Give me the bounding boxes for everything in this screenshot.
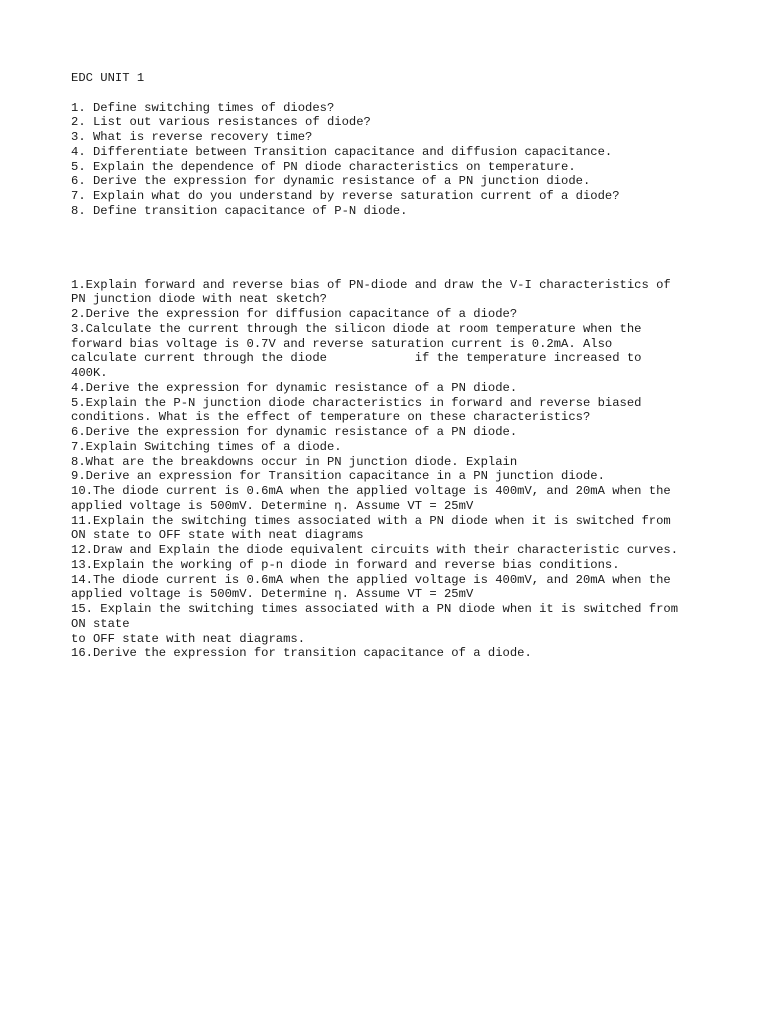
short-question: 6. Derive the expression for dynamic resistance of a PN junction diode. bbox=[71, 174, 591, 189]
section-spacer bbox=[71, 219, 731, 278]
long-question-line: 400K. bbox=[71, 366, 108, 380]
document-page bbox=[71, 71, 731, 661]
short-question: 2. List out various resistances of diode? bbox=[71, 115, 371, 130]
long-question-line: forward bias voltage is 0.7V and reverse saturation current is 0.2mA. Also bbox=[71, 336, 613, 351]
long-question-line: 1.Explain forward and reverse bias of PN-diode and draw the V-I characteristics of bbox=[71, 277, 671, 292]
long-question-line: applied voltage is 500mV. Determine η. Assume VT = 25mV bbox=[71, 587, 474, 602]
short-questions-list bbox=[71, 101, 731, 219]
long-question-line: 4.Derive the expression for dynamic resistance of a PN diode. bbox=[71, 380, 518, 395]
long-question-line: 6.Derive the expression for dynamic resistance of a PN diode. bbox=[71, 425, 518, 439]
document-title: EDC UNIT 1 bbox=[71, 71, 145, 85]
long-question-line: 3.Calculate the current through the silicon diode at room temperature when the bbox=[71, 321, 642, 336]
long-question-line: 15. Explain the switching times associated with a PN diode when it is switched from bbox=[71, 602, 679, 616]
long-question-line: 9.Derive an expression for Transition capacitance in a PN junction diode. bbox=[71, 469, 605, 484]
short-question: 7. Explain what do you understand by reverse saturation current of a diode? bbox=[71, 189, 620, 203]
short-question: 1. Define switching times of diodes? bbox=[71, 100, 335, 115]
long-question-line: 13.Explain the working of p-n diode in forward and reverse bias conditions. bbox=[71, 557, 620, 572]
long-question-line: 8.What are the breakdowns occur in PN junction diode. Explain bbox=[71, 454, 518, 469]
long-question-line: 16.Derive the expression for transition capacitance of a diode. bbox=[71, 646, 532, 661]
long-question-line: 7.Explain Switching times of a diode. bbox=[71, 439, 342, 454]
long-questions-list bbox=[71, 278, 731, 662]
long-question-line: 2.Derive the expression for diffusion capacitance of a diode? bbox=[71, 307, 518, 321]
long-question-line: 11.Explain the switching times associated with a PN diode when it is switched from bbox=[71, 513, 671, 528]
long-question-line: calculate current through the diode if the temperature increased to bbox=[71, 351, 642, 366]
long-question-line: 10.The diode current is 0.6mA when the applied voltage is 400mV, and 20mA when the bbox=[71, 484, 671, 498]
long-question-line: applied voltage is 500mV. Determine η. Assume VT = 25mV bbox=[71, 498, 474, 513]
short-question: 3. What is reverse recovery time? bbox=[71, 130, 313, 144]
long-question-line: ON state bbox=[71, 616, 130, 631]
long-question-line: to OFF state with neat diagrams. bbox=[71, 631, 306, 646]
long-question-line: 5.Explain the P-N junction diode characteristics in forward and reverse biased bbox=[71, 395, 642, 410]
long-question-line: conditions. What is the effect of temperature on these characteristics? bbox=[71, 410, 591, 425]
long-question-line: 12.Draw and Explain the diode equivalent circuits with their characteristic curves. bbox=[71, 543, 679, 557]
long-question-line: ON state to OFF state with neat diagrams bbox=[71, 528, 364, 543]
short-question: 5. Explain the dependence of PN diode characteristics on temperature. bbox=[71, 159, 576, 174]
short-question: 4. Differentiate between Transition capacitance and diffusion capacitance. bbox=[71, 144, 613, 159]
short-question: 8. Define transition capacitance of P-N diode. bbox=[71, 203, 408, 218]
long-question-line: 14.The diode current is 0.6mA when the applied voltage is 400mV, and 20mA when the bbox=[71, 572, 671, 587]
long-question-line: PN junction diode with neat sketch? bbox=[71, 292, 327, 307]
